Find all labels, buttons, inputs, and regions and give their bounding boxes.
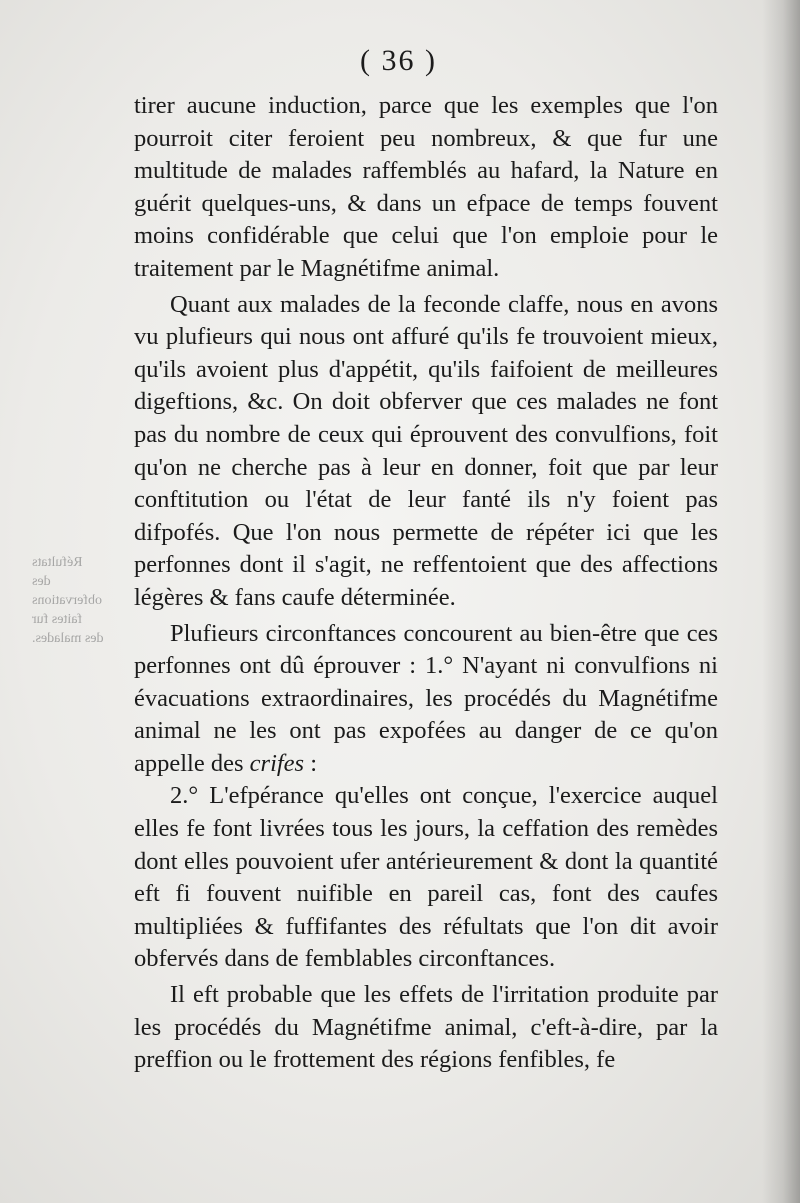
paragraph-second-class-patients: Quant aux malades de la feconde claffe, nous en avons vu plufieurs qui nous ont affuré qu'ils fe trouvoient mieux, qu'ils avoient plus d'appétit, qu'ils faifoient de meilleures digeftions, &c. On doit obferver que ces malades ne font pas du nombre de ceux qui éprouvent des convulfions, foit qu'on ne cherche pas à leur en donner, foit que par leur conftitution ou l'état de leur fanté ils n'y foient pas difpofés. Que l'on nous permette de répéter ici que les perfonnes dont il s'agit, ne reffentoient que des affections légères & fans caufe déterminée. <box>134 290 718 611</box>
paragraph-second-reason: 2.° L'efpérance qu'elles ont conçue, l'exercice auquel elles fe font livrées tous les jours, la ceffation des remèdes dont elles pouvoient ufer antérieurement & dont la quantité eft fi fouvent nuifible en pareil cas, font des caufes multipliées & fuffifantes des réfultats que l'on dit avoir obfervés dans de femblables circonftances. <box>134 782 718 973</box>
margin-note-line: des <box>32 574 51 589</box>
paragraph-text: Plufieurs circonftances concourent au bien-être que ces perfonnes ont dû éprouver : 1.° N'ayant ni convulfions ni évacuations extraordinaires, les procédés du Magnétifme animal ne les ont pas expofées au danger de ce qu'on appelle des <box>134 619 718 777</box>
paragraph-continuation: tirer aucune induction, parce que les exemples que l'on pourroit citer feroient peu nombreux, & que fur une multitude de malades raffemblés au hafard, la Nature en guérit quelques-uns, & dans un efpace de temps fouvent moins confidérable que celui que l'on emploie pour le traitement par le Magnétifme animal. <box>134 92 718 282</box>
page-number: ( 36 ) <box>360 44 437 77</box>
paragraph-circumstances <box>134 618 718 781</box>
paragraph-text: : <box>304 749 318 777</box>
margin-note-line: Réfultats <box>32 555 83 570</box>
margin-note-line: obfervations <box>32 593 102 608</box>
margin-note-line: faites fur <box>32 612 83 627</box>
paragraph-irritation-effects: Il eft probable que les effets de l'irritation produite par les procédés du Magnétifme animal, c'eft-à-dire, par la preffion ou le frottement des régions fenfibles, fe <box>134 981 718 1074</box>
margin-note-line: des malades. <box>32 631 104 646</box>
body-text <box>134 90 718 1077</box>
spine-shadow <box>762 0 800 1203</box>
italic-term: crifes <box>249 749 305 777</box>
margin-note-bleedthrough <box>32 553 128 648</box>
